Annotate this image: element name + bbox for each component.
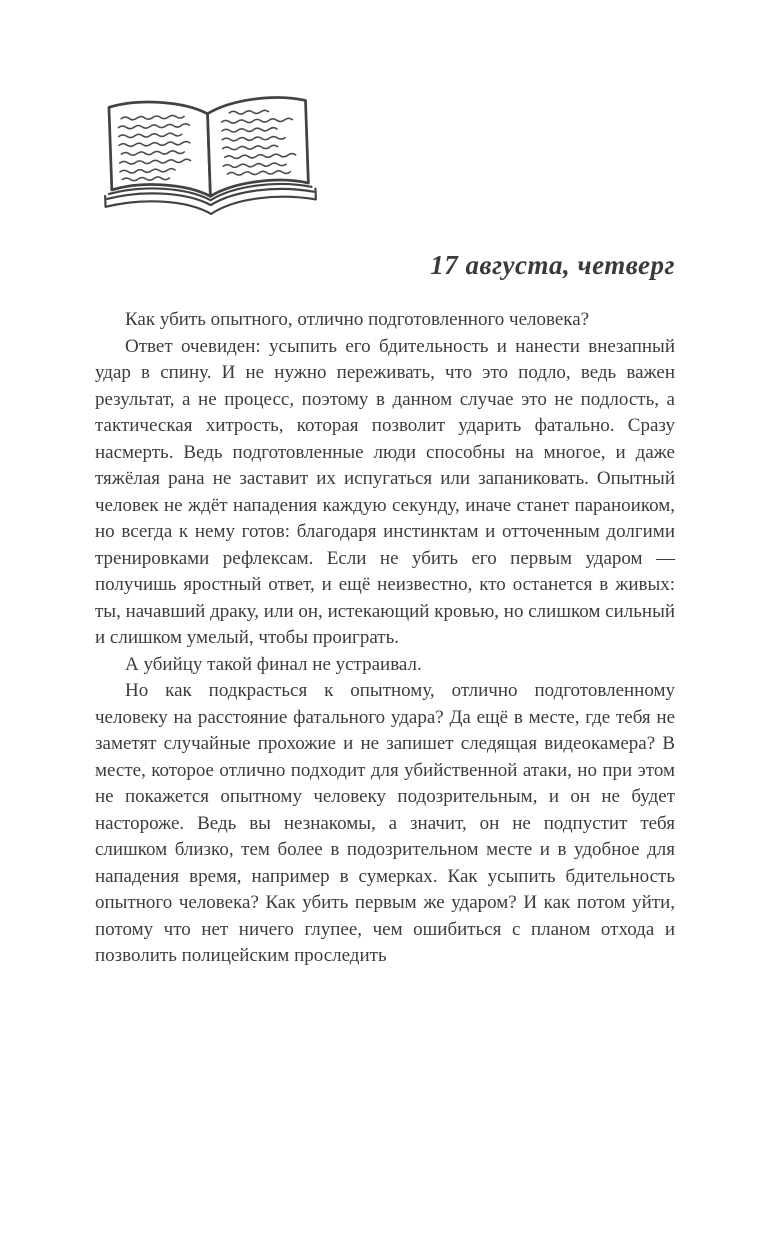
chapter-illustration (89, 82, 330, 228)
open-book-icon (89, 82, 330, 228)
body-paragraph: А убийцу такой финал не устраивал. (125, 653, 422, 675)
chapter-heading: 17 августа, четверг (430, 250, 675, 280)
body-paragraph: Как убить опытного, отлично подготовленного человека? (125, 309, 590, 330)
chapter-body (95, 307, 675, 970)
body-paragraph: Но как подкрасться к опытному, отлично подготовленному человеку на расстояние фатального удара? Да ещё в месте, где тебя не заметят случайные прохожие и не запишет следящая видеокамера? В месте, которое отлично подходит для убийственной атаки, но при этом не покажется опытному человеку подозрительным, и он не будет настороже. Ведь вы незнакомы, а значит, он не подпустит тебя слишком близко, тем более в подозрительном месте и в удобное для нападения время, например в сумерках. Как усыпить бдительность опытного человека? Как убить первым же ударом? И как потом уйти, потому что нет ничего глупее, чем ошибиться с планом отхода и позволить полицейским проследить (95, 680, 675, 966)
body-paragraph: Ответ очевиден: усыпить его бдительность и нанести внезапный удар в спину. И не нужно переживать, что это подло, ведь важен результат, а не процесс, поэтому в данном случае это не подлость, а тактическая хитрость, которая позволит ударить фатально. Сразу насмерть. Ведь подготовленные люди способны на многое, и даже тяжёлая рана не заставит их испугаться или запаниковать. Опытный человек не ждёт нападения каждую секунду, иначе станет параноиком, но всегда к нему готов: благодаря инстинктам и отточенным долгими тренировками рефлексам. Если не убить его первым ударом — получишь яростный ответ, и ещё неизвестно, кто останется в живых: ты, начавший драку, или он, истекающий кровью, но слишком сильный и слишком умелый, чтобы проиграть. (95, 335, 675, 648)
